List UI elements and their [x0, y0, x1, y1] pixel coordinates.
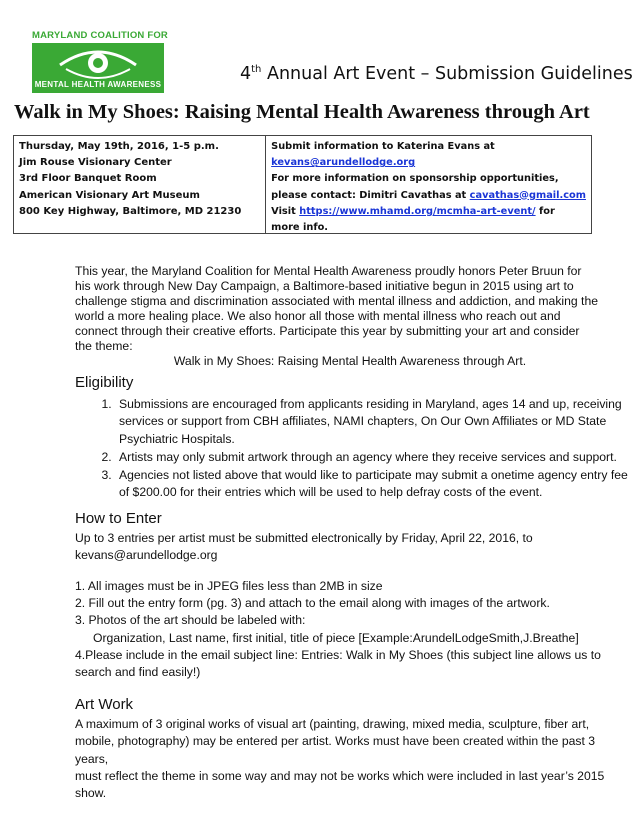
submit-label: Submit information to Katerina Evans at: [271, 141, 495, 152]
sponsor-email-link[interactable]: cavathas@gmail.com: [469, 189, 586, 201]
event-title: [240, 64, 633, 84]
entry-email: kevans@arundellodge.org: [75, 548, 218, 562]
logo-top-text: MARYLAND COALITION FOR: [32, 30, 168, 41]
eligibility-list: [75, 396, 635, 503]
entry-deadline-line: Up to 3 entries per artist must be submitted electronically by Friday, April 22, 2016, to: [75, 531, 533, 545]
event-details-cell: [14, 136, 266, 233]
art-work-line: must reflect the theme in some way and may not be works which were included in last year’s 2015: [75, 768, 605, 783]
how-to-enter-heading: How to Enter: [75, 510, 162, 527]
submit-email-link[interactable]: kevans@arundellodge.org: [271, 157, 416, 169]
organization-logo: [30, 30, 170, 93]
sponsor-line: For more information on sponsorship opportunities,: [271, 173, 559, 185]
theme-statement: Walk in My Shoes: Raising Mental Health Awareness through Art.: [173, 354, 527, 368]
label-format: Organization, Last name, first initial, title of piece [Example:ArundelLodgeSmith,J.Breathe]: [93, 630, 579, 645]
art-work-line: show.: [75, 786, 107, 801]
visit-prefix: Visit: [271, 205, 300, 217]
intro-line: his work through New Day Campaign, a Baltimore-based initiative begun in 2015 using art to: [75, 279, 574, 293]
list-item: 2. Fill out the entry form (pg. 3) and attach to the email along with images of the artwork.: [75, 596, 550, 611]
venue-address: 800 Key Highway, Baltimore, MD 21230: [19, 205, 242, 217]
intro-line: world a more healing place. We also honor all those with mental illness who reach out and: [75, 309, 561, 323]
contact-info-cell: [266, 136, 591, 233]
event-ordinal: 4: [240, 64, 252, 84]
intro-line: the theme:: [75, 339, 133, 353]
logo-bottom-text: MENTAL HEALTH AWARENESS: [34, 80, 162, 89]
list-item: 3. Agencies not listed above that would like to participate may submit a onetime agency entry fee of $200.00 for their entries which will be used to help defray costs of the event.: [115, 467, 635, 502]
event-date: Thursday, May 19th, 2016, 1-5 p.m.: [19, 141, 219, 152]
visit-more-info: more info.: [271, 222, 329, 234]
list-item: 3. Photos of the art should be labeled with:: [75, 613, 306, 628]
page-title: Walk in My Shoes: Raising Mental Health Awareness through Art: [14, 101, 590, 123]
entry-steps: [75, 578, 605, 681]
art-work-line: mobile, photography) may be entered per artist. Works must have been created within the past 3 years,: [75, 734, 596, 766]
entry-deadline: [75, 530, 605, 564]
event-website-link[interactable]: https://www.mhamd.org/mcmha-art-event/: [299, 205, 536, 217]
list-item: 2. Artists may only submit artwork through an agency where they receive services and support.: [115, 449, 635, 466]
event-info-table: [13, 135, 592, 234]
list-item: 4.Please include in the email subject line: Entries: Walk in My Shoes (this subject line allows us to: [75, 647, 601, 662]
venue-room: 3rd Floor Banquet Room: [19, 173, 157, 185]
logo-banner: [32, 43, 164, 93]
venue-museum: American Visionary Art Museum: [19, 189, 200, 201]
venue-name: Jim Rouse Visionary Center: [19, 157, 172, 169]
intro-line: This year, the Maryland Coalition for Mental Health Awareness proudly honors Peter Bruun for: [75, 264, 582, 278]
art-work-line: A maximum of 3 original works of visual art (painting, drawing, mixed media, sculpture, fiber art,: [75, 717, 590, 731]
eligibility-heading: Eligibility: [75, 374, 134, 391]
list-item: 1. Submissions are encouraged from applicants residing in Maryland, ages 14 and up, receiving services or support from CBH affiliates, NAMI chapters, On Our Own Affiliates or MD State Psychiatric Hospitals.: [115, 396, 635, 448]
intro-line: connect through their creative efforts. Participate this year by submitting your art and consider: [75, 324, 580, 338]
list-item-continued: search and find easily!): [75, 665, 201, 680]
art-work-paragraph: [75, 716, 605, 802]
event-ordinal-suffix: th: [251, 64, 262, 76]
list-item: 1. All images must be in JPEG files less than 2MB in size: [75, 579, 383, 593]
intro-line: challenge stigma and discrimination associated with mental illness and addiction, and making the: [75, 294, 599, 308]
event-title-text: Annual Art Event – Submission Guidelines: [266, 64, 633, 84]
visit-suffix: for: [535, 205, 555, 217]
art-work-heading: Art Work: [75, 696, 134, 713]
sponsor-contact-text: please contact: Dimitri Cavathas at: [271, 189, 470, 201]
intro-paragraph: [75, 264, 605, 369]
